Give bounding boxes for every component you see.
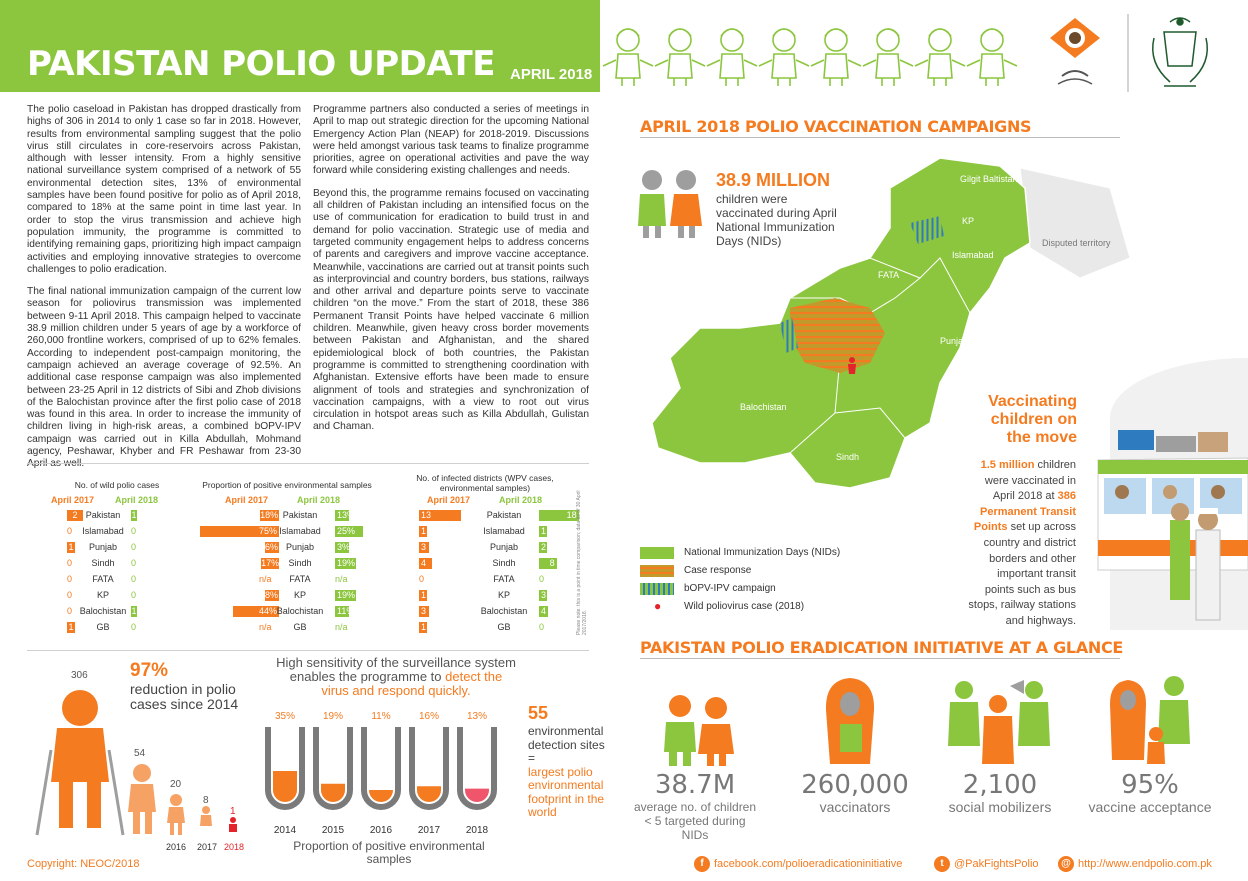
row-label: FATA <box>289 574 311 584</box>
surveillance-caption: Proportion of positive environmental samples <box>293 839 485 866</box>
year-2018: April 2018 <box>297 495 341 505</box>
year-2017: April 2017 <box>427 495 471 505</box>
wild-2018-bar: 1 <box>131 510 137 520</box>
row-label: GB <box>293 622 307 632</box>
wild-cases-rows <box>27 510 167 640</box>
legend-wild-case-icon: ● <box>654 599 662 613</box>
intro-column-2 <box>313 104 589 444</box>
tube-2015 <box>316 711 350 836</box>
page-date: APRIL 2018 <box>510 66 593 83</box>
env-2018-value: n/a <box>335 574 348 584</box>
districts-2018-value: 0 <box>539 622 545 632</box>
row-label: KP <box>293 590 306 600</box>
tube-percent: 11% <box>371 711 391 722</box>
case-figure-2014-leg <box>59 782 73 828</box>
row-label: Pakistan <box>85 510 121 520</box>
map-label-islamabad: Islamabad <box>952 250 994 260</box>
tube-2016 <box>364 711 398 836</box>
env-2017-bar: 17% <box>261 558 280 568</box>
wild-2018-value: 0 <box>131 558 137 568</box>
env-2018-bar: 3% <box>337 542 351 552</box>
intro-paragraph: Programme partners also conducted a series of meetings in April to map out strategic direction for the upcoming National Emergency Action Plan (NEAP) for 2018-2019. Discussions were held amongst various task teams to finalize programme priorities, agree on operational activities and pave the way forward while considering existing challenges and needs. <box>313 104 589 177</box>
glance-label: social mobilizers <box>948 799 1052 815</box>
cases-value: 20 <box>170 779 182 790</box>
legend-swatch-case-response <box>640 565 674 577</box>
tube-fill <box>273 771 297 802</box>
legend-item: Wild poliovirus case (2018) <box>684 601 805 612</box>
legend-swatch-bopv <box>640 583 674 595</box>
districts-title: No. of infected districts (WPV cases, environmental samples) <box>416 473 554 493</box>
divider <box>640 658 1120 659</box>
divider <box>640 137 1120 138</box>
intro-paragraph: Beyond this, the programme remains focused on vaccinating all children of Pakistan including an intensified focus on the use of communication for eradication to build trust in and demand for polio vaccination. Strategic use of media and targeted community engagement helps to address concerns of parents and caregivers and improve vaccine acceptance. Meanwhile, vaccinations are carried out at transit points such as interprovincial and country borders, bus stations, railways and other arrival and departure points serve to vaccinate children “on the move.” From the start of 2018, these 386 Permanent Transit Points have helped vaccinate 6 million children. Meanwhile, given heavy cross border movements between Pakistan and Afghanistan, and the shared epidemiological block of both countries, the Pakistan programme is committed to strengthening coordination with Afghanistan. Extensive efforts have been made to ensure alignment of tools and strategies and synchronization of vaccination campaigns, with a view to root out virus circulation in hotspot areas such as Killa Abdullah, Gulistan and Chaman. <box>313 187 589 433</box>
case-figure-2014 <box>62 690 98 726</box>
row-label: KP <box>96 590 109 600</box>
bus-vaccination-illustration <box>1098 420 1248 630</box>
facebook-link-text: facebook.com/polioeradicationinitiative <box>714 857 903 870</box>
vaccinated-text: children were vaccinated during April National Immunization Days (NIDs) <box>716 192 837 248</box>
districts-2018-value: 0 <box>539 574 545 584</box>
wild-2018-value: 0 <box>131 590 137 600</box>
vaccinator-icon <box>820 676 880 766</box>
wild-case-marker-icon <box>848 357 856 374</box>
surveillance-heading-highlight: detect the virus and respond quickly. <box>321 669 503 698</box>
twitter-link-text: @PakFightsPolio <box>954 857 1039 870</box>
districts-2018-bar: 3 <box>541 590 547 600</box>
wild-2017-bar: 1 <box>68 542 74 552</box>
cases-year: 2016 <box>166 842 187 852</box>
env-samples-rows <box>177 510 407 640</box>
wild-2018-value: 0 <box>131 574 137 584</box>
pakistan-emblem-icon <box>1153 18 1208 86</box>
move-text-part: set up across country and district borders and other important transit points such as bus stops, railway stations and highways. <box>968 521 1076 627</box>
env-2017-value: n/a <box>259 574 272 584</box>
districts-2017-bar: 13 <box>419 510 461 521</box>
case-figure-2017 <box>202 806 210 814</box>
wild-2017-bar: 1 <box>68 622 74 632</box>
row-label: KP <box>497 590 510 600</box>
row-label: Punjab <box>285 542 315 552</box>
website-link-text: http://www.endpolio.com.pk <box>1078 857 1212 870</box>
case-figure-2018 <box>230 817 236 823</box>
year-2017: April 2017 <box>225 495 269 505</box>
districts-2017-bar: 3 <box>419 606 429 617</box>
reduction-text: reduction in polio cases since 2014 <box>130 681 239 712</box>
glance-number: 38.7M <box>654 770 736 800</box>
env-2017-bar: 18% <box>260 510 279 520</box>
page-title: PAKISTAN POLIO UPDATE <box>27 44 495 84</box>
districts-rows <box>417 510 577 640</box>
legend-item: Case response <box>684 565 752 576</box>
wild-2017-bar: 2 <box>67 510 83 521</box>
districts-2017-bar: 1 <box>421 590 427 600</box>
env-2017-value: n/a <box>259 622 272 632</box>
intro-paragraph: The polio caseload in Pakistan has dropped drastically from highs of 306 in 2014 to only 1 case so far in 2018. However, results from environmental sampling suggest that the polio virus still circulates in core-reservoirs across Pakistan, although with lesser intensity. From a highly sensitive national surveillance system comprised of a network of 55 environmental detection sites, 13% of environmental samples have been found positive for polio as of April 2018, compared to 18% at the same point in time last year. In order to stop the virus transmission and achieve high population immunity, the programme is committed to identifying remaining gaps, prioritizing high impact campaign activities and employing innovative strategies to overcome challenges to polio eradication. <box>27 104 301 275</box>
districts-2018-bar: 18 <box>539 510 579 521</box>
districts-2017-bar: 1 <box>421 526 427 536</box>
districts-2017-bar: 3 <box>419 542 429 553</box>
intro-paragraph: The final national immunization campaign of the current low season for poliovirus transmission was implemented between 9-11 April 2018. This campaign helped to vaccinate 38.9 million children under 5 years of age by a workforce of 260,000 frontline workers, comprised of up to 62% females. According to independent post-campaign monitoring, the campaign achieved an average coverage of 92.5%. An additional case response campaign was also implemented between 23-25 April in 12 districts of Sibi and Zhob divisions of the Balochistan province after the first polio case of 2018 was found in this area. In order to increase the immunity of children living in high-risk areas, a combined bOPV-IPV campaign was carried out in Killa Abdullah, Mohmand agency, Peshawar, Khyber and FR Peshawar from 23-30 <box>27 286 301 458</box>
env-2017-bar: 8% <box>265 590 279 600</box>
tube-year: 2014 <box>273 825 297 836</box>
move-transit-points: 386 Permanent Transit Points <box>973 490 1076 534</box>
tube-year: 2016 <box>369 825 393 836</box>
year-2018: April 2018 <box>499 495 543 505</box>
case-figure-2014-leg <box>87 782 101 828</box>
districts-2018-bar: 4 <box>541 606 547 616</box>
legend-item: bOPV-IPV campaign <box>684 583 776 594</box>
sites-label: environmental detection sites <box>528 724 605 752</box>
sites-footprint: largest polio environmental footprint in the world <box>528 764 605 819</box>
twitter-link[interactable] <box>934 856 1039 872</box>
env-2018-bar: 19% <box>337 590 356 600</box>
row-label: Islamabad <box>483 526 525 536</box>
row-label: Islamabad <box>82 526 124 536</box>
tube-percent: 16% <box>418 711 440 722</box>
sites-number: 55 <box>528 703 549 723</box>
env-2018-bar: 25% <box>335 526 363 537</box>
env-2017-bar: 6% <box>265 542 279 552</box>
tube-percent: 35% <box>274 711 296 722</box>
row-label: Punjab <box>88 542 118 552</box>
vaccinated-count: 38.9 MILLION <box>716 170 831 190</box>
glance-label: average no. of children < 5 targeted during NIDs <box>633 800 757 842</box>
districts-2018-bar: 1 <box>541 526 547 536</box>
map-label-kp: KP <box>962 216 975 226</box>
map-label-fata: FATA <box>878 270 900 280</box>
tube-2018 <box>460 711 494 836</box>
case-figure-2015-body <box>128 784 156 812</box>
tube-year: 2018 <box>465 825 489 836</box>
map-label-gilgit: Gilgit Baltistan <box>960 174 1018 184</box>
row-label: Sindh <box>91 558 115 568</box>
cases-value: 54 <box>134 748 146 759</box>
wild-2018-value: 0 <box>131 526 137 536</box>
map-label-disputed: Disputed territory <box>1042 238 1111 248</box>
glance-heading: PAKISTAN POLIO ERADICATION INITIATIVE AT A GLANCE <box>640 638 1124 657</box>
cases-value: 306 <box>71 670 88 681</box>
twitter-icon: t <box>934 856 950 872</box>
env-2018-value: n/a <box>335 622 348 632</box>
glance-label: vaccinators <box>819 799 891 815</box>
districts-2017-value: 0 <box>419 574 425 584</box>
move-title: Vaccinating children on the move <box>988 393 1077 446</box>
surveillance-heading <box>276 656 516 698</box>
row-label: Pakistan <box>486 510 522 520</box>
map-label-sindh: Sindh <box>836 452 860 462</box>
sites-text <box>528 725 628 820</box>
districts-2018-bar: 8 <box>539 558 557 569</box>
case-figure-2015 <box>133 764 151 782</box>
row-label: Balochistan <box>276 606 324 616</box>
case-figure-2016 <box>170 794 182 806</box>
wild-2018-value: 0 <box>131 622 137 632</box>
env-2018-bar: 13% <box>337 510 356 520</box>
children-targeted-icon <box>658 690 738 770</box>
tube-2017 <box>412 711 446 836</box>
row-label: FATA <box>92 574 114 584</box>
glance-number: 95% <box>1121 770 1179 800</box>
env-2018-bar: 11% <box>337 606 355 616</box>
row-label: FATA <box>493 574 515 584</box>
cases-year: 2018 <box>224 842 245 852</box>
glance-number: 2,100 <box>962 770 1038 800</box>
row-label: Sindh <box>492 558 516 568</box>
tables-note: Please note: this is a point in time comparison; data as of 30 April 2017/2018. <box>576 490 588 635</box>
legend-swatch-nids <box>640 547 674 559</box>
reduction-percent: 97% <box>130 660 169 681</box>
move-text <box>968 458 1076 630</box>
children-illustration <box>608 18 1028 88</box>
wild-cases-title: No. of wild polio cases <box>74 480 160 490</box>
move-text-part: children were vaccinated in April 2018 at <box>984 459 1076 503</box>
tube-percent: 13% <box>466 711 488 722</box>
env-2017-bar: 44% <box>233 606 279 617</box>
facebook-link[interactable] <box>694 856 902 872</box>
wild-2018-bar: 1 <box>131 606 137 616</box>
wild-2017-value: 0 <box>67 526 73 536</box>
cases-value: 1 <box>230 806 236 817</box>
row-label: Pakistan <box>282 510 318 520</box>
tube-percent: 19% <box>322 711 344 722</box>
logos <box>1040 8 1248 98</box>
row-label: Sindh <box>288 558 312 568</box>
env-2018-bar: 19% <box>337 558 356 568</box>
row-label: Balochistan <box>480 606 528 616</box>
year-2018: April 2018 <box>115 495 159 505</box>
row-label: GB <box>497 622 511 632</box>
copyright: Copyright: NEOC/2018 <box>27 858 140 870</box>
move-stat: 1.5 million <box>980 459 1035 471</box>
vaccine-acceptance-icon <box>1106 674 1196 768</box>
wild-2017-value: 0 <box>67 558 73 568</box>
glance-number: 260,000 <box>801 770 909 800</box>
case-figure-2014-body <box>51 728 109 782</box>
surveillance-heading-text: High sensitivity of the surveillance system enables the programme to <box>276 655 516 684</box>
row-label: Punjab <box>489 542 519 552</box>
districts-2017-bar: 4 <box>419 558 432 569</box>
map-label-punjab: Punjab <box>940 336 969 346</box>
glance-label: vaccine acceptance <box>1088 799 1212 815</box>
tube-year: 2017 <box>417 825 441 836</box>
website-link[interactable] <box>1058 856 1212 872</box>
comparison-tables <box>27 470 587 640</box>
legend-item: National Immunization Days (NIDs) <box>684 547 841 558</box>
divider <box>27 463 589 464</box>
map-legend <box>640 545 860 617</box>
globe-icon: @ <box>1058 856 1074 872</box>
sehat-muhafiz-logo-icon <box>1050 18 1100 84</box>
row-label: Balochistan <box>79 606 127 616</box>
tube-year: 2015 <box>321 825 345 836</box>
districts-2018-bar: 2 <box>541 542 547 552</box>
cases-year: 2017 <box>197 842 218 852</box>
campaigns-heading: APRIL 2018 POLIO VACCINATION CAMPAIGNS <box>640 117 1032 136</box>
districts-2017-bar: 1 <box>421 622 427 632</box>
row-label: GB <box>96 622 110 632</box>
wild-2017-value: 0 <box>67 590 73 600</box>
intro-column-1 <box>27 104 301 481</box>
social-mobilizers-icon <box>944 676 1054 768</box>
wild-2017-value: 0 <box>67 574 73 584</box>
wild-2018-value: 0 <box>131 542 137 552</box>
row-label: Islamabad <box>279 526 321 536</box>
tube-2014 <box>268 711 302 836</box>
wild-2017-value: 0 <box>67 606 73 616</box>
divider <box>27 650 589 651</box>
facebook-icon: f <box>694 856 710 872</box>
map-label-balochistan: Balochistan <box>740 402 787 412</box>
surveillance-tubes-chart <box>265 705 515 840</box>
env-samples-title: Proportion of positive environmental samples <box>202 480 372 490</box>
cases-value: 8 <box>203 795 209 806</box>
env-2017-bar: 75% <box>200 526 279 537</box>
year-2017: April 2017 <box>51 495 95 505</box>
sites-equals: = <box>528 751 536 765</box>
